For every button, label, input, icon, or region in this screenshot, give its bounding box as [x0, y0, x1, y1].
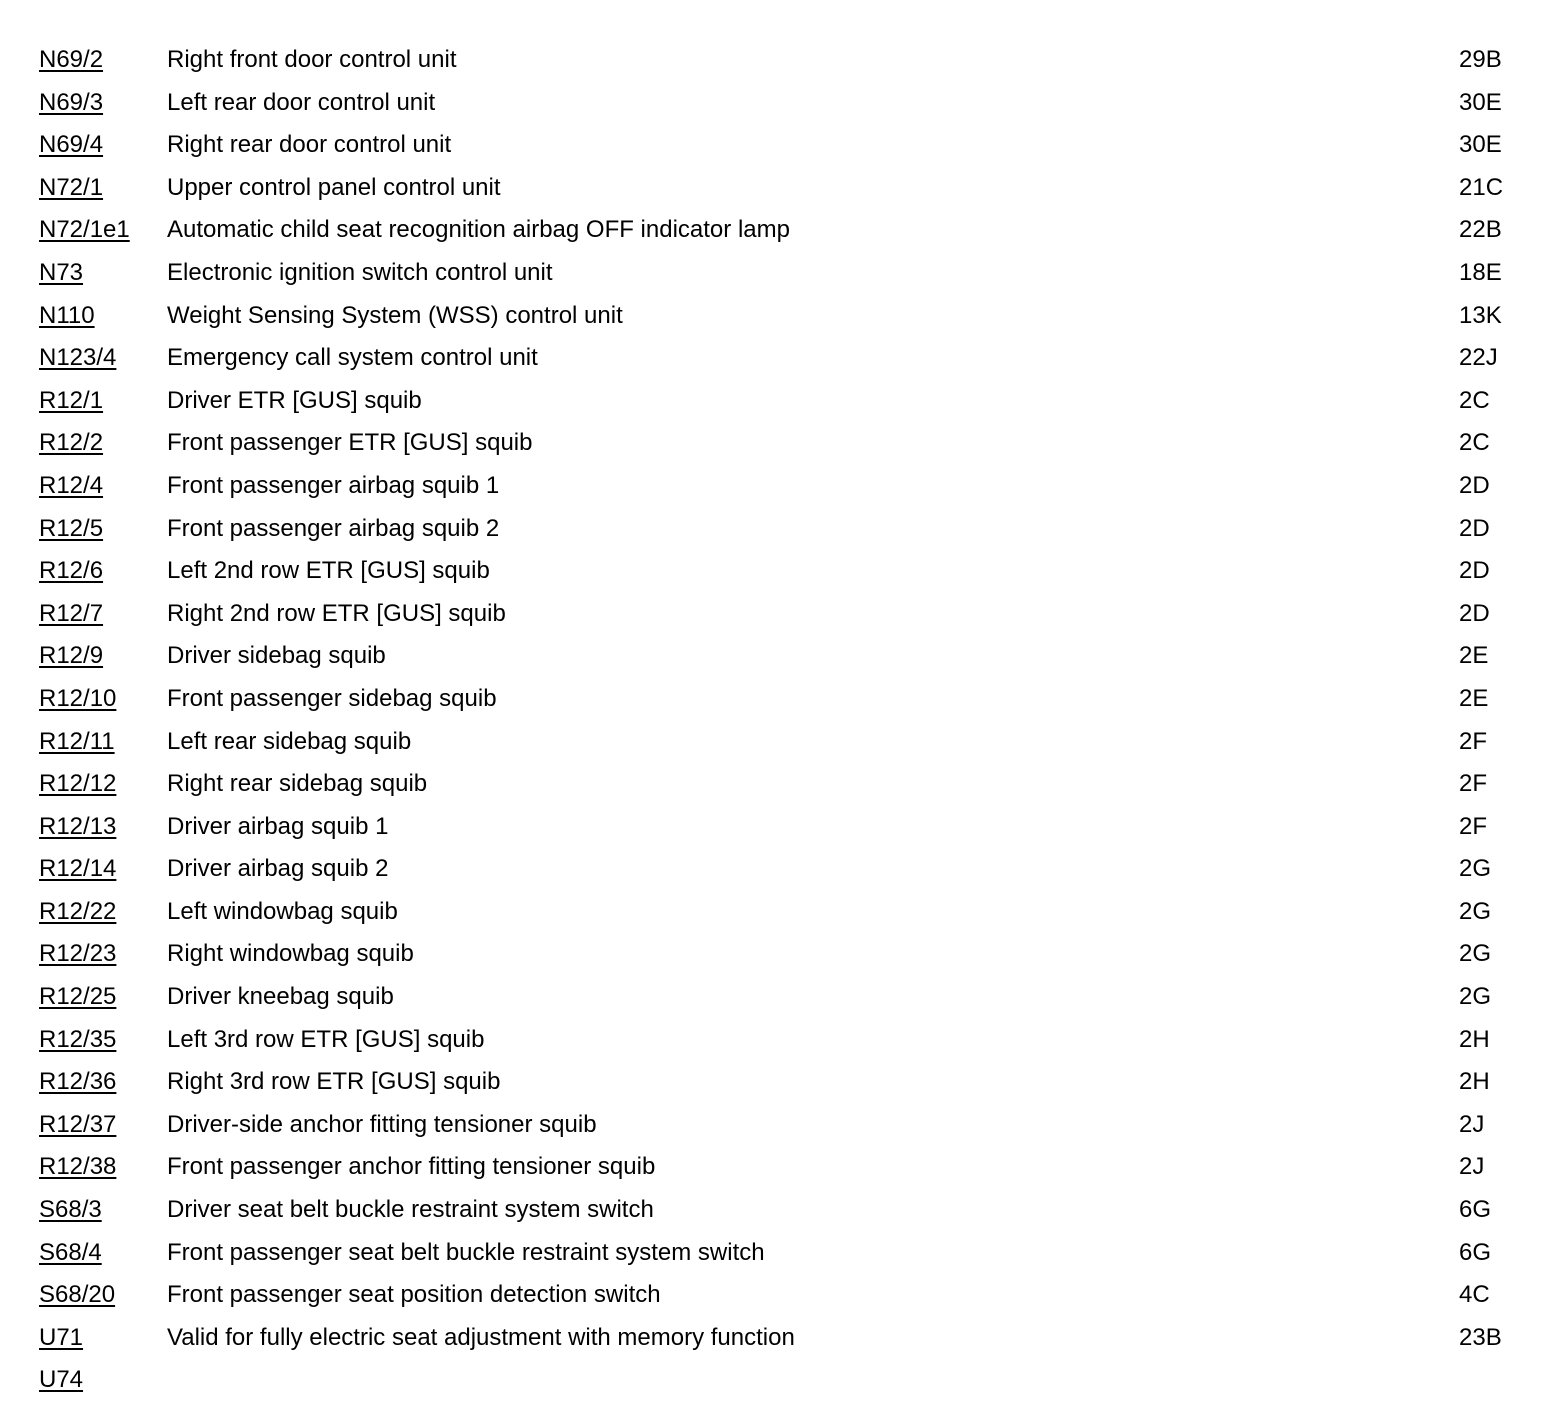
legend-row	[0, 1359, 1568, 1402]
component-description: Driver sidebag squib	[167, 642, 386, 670]
component-description: Automatic child seat recognition airbag OFF indicator lamp	[167, 216, 790, 244]
legend-row	[0, 976, 1568, 1019]
legend-row	[0, 252, 1568, 295]
grid-reference: 2G	[1459, 855, 1492, 883]
component-description: Front passenger ETR [GUS] squib	[167, 429, 533, 457]
legend-row	[0, 1061, 1568, 1104]
grid-reference: 21C	[1459, 173, 1504, 201]
legend-row	[0, 721, 1568, 764]
component-description: Left rear sidebag squib	[167, 727, 412, 755]
grid-reference: 2F	[1459, 727, 1488, 755]
component-code-link[interactable]: R12/10	[39, 684, 117, 712]
legend-row	[0, 891, 1568, 934]
grid-reference: 30E	[1459, 88, 1502, 116]
legend-row	[0, 1146, 1568, 1189]
component-code-link[interactable]: N73	[39, 258, 84, 286]
grid-reference: 2E	[1459, 642, 1489, 670]
component-code-link[interactable]: N69/3	[39, 88, 104, 116]
legend-row	[0, 806, 1568, 849]
legend-row	[0, 848, 1568, 891]
component-code-link[interactable]: N69/4	[39, 131, 104, 159]
legend-row	[0, 82, 1568, 125]
grid-reference: 18E	[1459, 258, 1502, 286]
component-description: Front passenger sidebag squib	[167, 684, 497, 712]
component-description: Right 3rd row ETR [GUS] squib	[167, 1068, 501, 1096]
grid-reference: 2J	[1459, 1110, 1485, 1138]
grid-reference: 2G	[1459, 897, 1492, 925]
component-code-link[interactable]: S68/4	[39, 1238, 102, 1266]
grid-reference: 6G	[1459, 1196, 1492, 1224]
grid-reference: 13K	[1459, 301, 1502, 329]
grid-reference: 2D	[1459, 599, 1490, 627]
grid-reference: 2J	[1459, 1153, 1485, 1181]
component-code-link[interactable]: S68/3	[39, 1196, 102, 1224]
grid-reference: 23B	[1459, 1323, 1502, 1351]
grid-reference: 29B	[1459, 46, 1502, 73]
grid-reference: 30E	[1459, 131, 1502, 159]
grid-reference: 22B	[1459, 216, 1502, 244]
component-legend-list	[0, 39, 1568, 1402]
component-code-link[interactable]: R12/14	[39, 855, 117, 883]
component-description: Driver ETR [GUS] squib	[167, 386, 422, 414]
component-code-link[interactable]: R12/7	[39, 599, 104, 627]
grid-reference: 6G	[1459, 1238, 1492, 1266]
component-description: Driver seat belt buckle restraint system switch	[167, 1196, 654, 1224]
component-description: Emergency call system control unit	[167, 344, 538, 372]
component-code-link[interactable]: R12/36	[39, 1068, 117, 1096]
legend-row	[0, 1189, 1568, 1232]
component-code-link[interactable]: N72/1	[39, 173, 104, 201]
grid-reference: 2D	[1459, 557, 1490, 585]
component-description: Front passenger anchor fitting tensioner squib	[167, 1153, 656, 1181]
component-code-link[interactable]: R12/4	[39, 471, 104, 499]
legend-row	[0, 167, 1568, 210]
component-description: Left rear door control unit	[167, 88, 436, 116]
grid-reference: 2C	[1459, 386, 1490, 414]
component-code-link[interactable]: R12/2	[39, 429, 104, 457]
legend-row	[0, 337, 1568, 380]
component-description: Driver airbag squib 2	[167, 855, 389, 883]
legend-row	[0, 1274, 1568, 1317]
legend-row	[0, 465, 1568, 508]
component-description: Driver kneebag squib	[167, 983, 394, 1011]
component-description: Driver-side anchor fitting tensioner squib	[167, 1110, 597, 1138]
component-code-link[interactable]: R12/37	[39, 1110, 117, 1138]
legend-row	[0, 933, 1568, 976]
component-description: Front passenger airbag squib 1	[167, 471, 500, 499]
legend-row	[0, 295, 1568, 338]
legend-row	[0, 380, 1568, 423]
component-code-link[interactable]: N123/4	[39, 344, 117, 372]
component-description: Front passenger airbag squib 2	[167, 514, 500, 542]
legend-row	[0, 1019, 1568, 1062]
grid-reference: 2C	[1459, 429, 1490, 457]
grid-reference: 2H	[1459, 1025, 1490, 1053]
grid-reference: 2G	[1459, 940, 1492, 968]
component-code-link[interactable]: U74	[39, 1366, 84, 1394]
component-code-link[interactable]: R12/6	[39, 557, 104, 585]
component-code-link[interactable]: N110	[39, 301, 95, 329]
grid-reference: 2D	[1459, 471, 1490, 499]
component-description: Electronic ignition switch control unit	[167, 258, 553, 286]
component-code-link[interactable]: R12/13	[39, 812, 117, 840]
legend-row	[0, 508, 1568, 551]
component-description: Upper control panel control unit	[167, 173, 501, 201]
grid-reference: 2F	[1459, 770, 1488, 798]
legend-row	[0, 1232, 1568, 1275]
component-code-link[interactable]: R12/12	[39, 770, 117, 798]
grid-reference: 4C	[1459, 1281, 1490, 1309]
component-code-link[interactable]: R12/23	[39, 940, 117, 968]
component-description: Front passenger seat position detection switch	[167, 1281, 661, 1309]
component-description: Right front door control unit	[167, 46, 457, 73]
grid-reference: 22J	[1459, 344, 1498, 372]
grid-reference: 2E	[1459, 684, 1489, 712]
component-description: Right rear sidebag squib	[167, 770, 428, 798]
component-description: Right 2nd row ETR [GUS] squib	[167, 599, 506, 627]
component-code-link[interactable]: R12/25	[39, 983, 117, 1011]
grid-reference: 2D	[1459, 514, 1490, 542]
legend-row	[0, 593, 1568, 636]
legend-row	[0, 1317, 1568, 1360]
legend-row	[0, 763, 1568, 806]
component-code-link[interactable]: R12/38	[39, 1153, 117, 1181]
component-description: Right windowbag squib	[167, 940, 414, 968]
component-code-link[interactable]: R12/9	[39, 642, 104, 670]
component-code-link[interactable]: R12/22	[39, 897, 117, 925]
component-code-link[interactable]: N69/2	[39, 46, 104, 73]
component-code-link[interactable]: N72/1e1	[39, 216, 130, 244]
component-description: Left 2nd row ETR [GUS] squib	[167, 557, 490, 585]
component-code-link[interactable]: R12/1	[39, 386, 104, 414]
legend-row	[0, 422, 1568, 465]
component-code-link[interactable]: R12/11	[39, 727, 115, 755]
grid-reference: 2G	[1459, 983, 1492, 1011]
component-description: Front passenger seat belt buckle restraint system switch	[167, 1238, 765, 1266]
grid-reference: 2H	[1459, 1068, 1490, 1096]
component-code-link[interactable]: R12/35	[39, 1025, 117, 1053]
component-code-link[interactable]: U71	[39, 1323, 84, 1351]
component-description: Left 3rd row ETR [GUS] squib	[167, 1025, 485, 1053]
legend-row	[0, 124, 1568, 167]
component-code-link[interactable]: S68/20	[39, 1281, 116, 1309]
component-description: Right rear door control unit	[167, 131, 452, 159]
component-description: Weight Sensing System (WSS) control unit	[167, 301, 623, 329]
legend-row	[0, 635, 1568, 678]
legend-row	[0, 209, 1568, 252]
legend-row	[0, 550, 1568, 593]
component-code-link[interactable]: R12/5	[39, 514, 104, 542]
component-description: Left windowbag squib	[167, 897, 398, 925]
legend-row	[0, 39, 1568, 82]
component-description: Valid for fully electric seat adjustment with memory function	[167, 1323, 795, 1351]
legend-row	[0, 1104, 1568, 1147]
grid-reference: 2F	[1459, 812, 1488, 840]
legend-row	[0, 678, 1568, 721]
component-description: Driver airbag squib 1	[167, 812, 389, 840]
